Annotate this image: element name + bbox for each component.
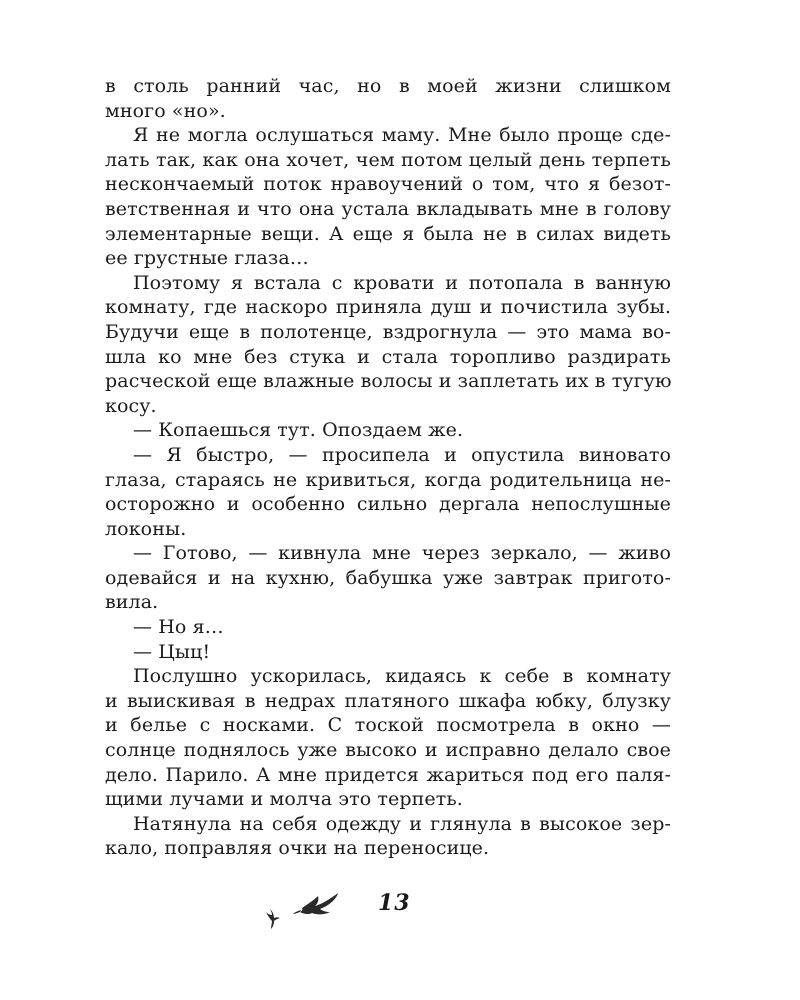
text-line: щими лучами и молча это терпеть.	[105, 788, 463, 811]
text-line: элементарные вещи. А еще я была не в силах видеть	[105, 222, 671, 245]
text-line: расческой еще влажные волосы и заплетать их в тугую	[105, 370, 672, 393]
text-line: кало, поправляя очки на переносице.	[105, 837, 490, 860]
text-line: Натянула на себя одежду и глянула в высокое зер-	[133, 812, 671, 835]
text-line: вила.	[105, 591, 159, 614]
text-line: — Цыц!	[133, 640, 211, 663]
text-line: — Копаешься тут. Опоздаем же.	[133, 419, 464, 442]
text-line: локоны.	[105, 517, 187, 540]
text-line: дело. Парило. А мне придется жариться под его паля-	[105, 763, 671, 786]
text-line: — Но я…	[133, 616, 224, 639]
page-text	[105, 74, 671, 861]
text-line: и белье с носками. С тоской посмотрела в окно —	[105, 714, 671, 737]
text-line: Поэтому я встала с кровати и потопала в ванную	[133, 271, 671, 294]
text-line: много «но».	[105, 99, 226, 122]
text-line: шла ко мне без стука и стала торопливо раздирать	[105, 345, 671, 368]
text-line: и выискивая в недрах платяного шкафа юбку, блузку	[105, 689, 671, 712]
page-footer	[262, 884, 422, 944]
text-line: в столь ранний час, но в моей жизни слишком	[105, 75, 671, 97]
page-number: 13	[378, 890, 411, 916]
text-line: лать так, как она хочет, чем потом целый день терпеть	[105, 148, 671, 171]
text-line: — Я быстро, — просипела и опустила виновато	[133, 443, 671, 466]
text-line: косу.	[105, 394, 157, 417]
text-line: — Готово, — кивнула мне через зеркало, — живо	[133, 542, 671, 565]
text-line: осторожно и особенно сильно дергала непослушные	[105, 493, 671, 516]
text-line: Я не могла ослушаться маму. Мне было проще сде-	[133, 124, 671, 147]
text-line: Послушно ускорилась, кидаясь к себе в комнату	[133, 665, 671, 688]
text-line: ветственная и что она устала вкладывать мне в голову	[105, 197, 671, 220]
birds-icon	[262, 884, 352, 944]
text-line: ее грустные глаза…	[105, 247, 309, 270]
text-line: глаза, стараясь не кривиться, когда родительница не-	[105, 468, 671, 491]
text-line: комнату, где наскоро приняла душ и почистила зубы.	[105, 296, 671, 319]
text-line: нескончаемый поток нравоучений о том, что я безот-	[105, 173, 671, 196]
text-line: солнце поднялось уже высоко и исправно делало свое	[105, 739, 671, 762]
text-line: Будучи еще в полотенце, вздрогнула — это мама во-	[105, 320, 671, 343]
text-line: одевайся и на кухню, бабушка уже завтрак пригото-	[105, 566, 671, 589]
